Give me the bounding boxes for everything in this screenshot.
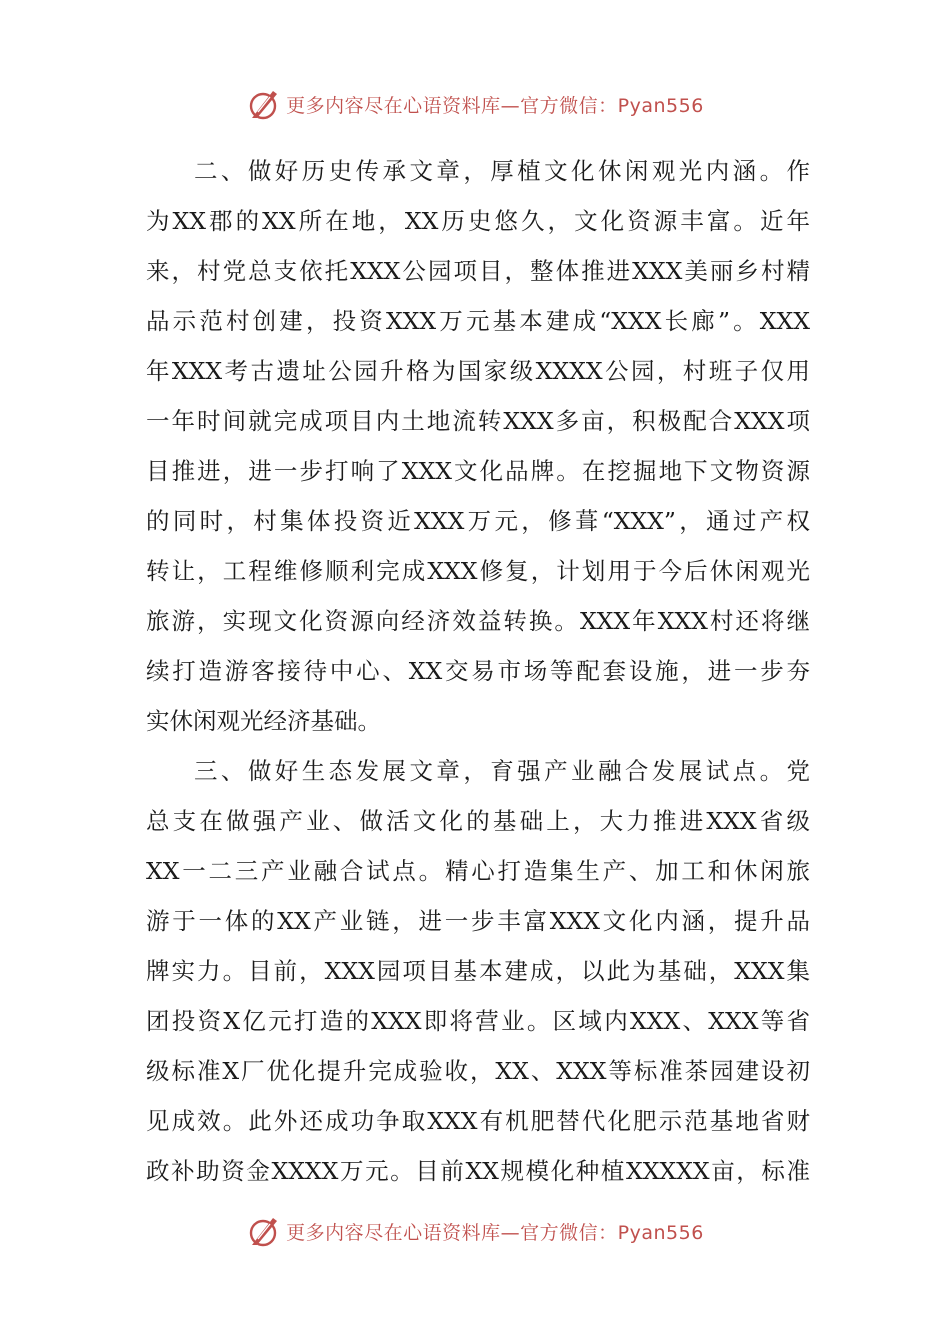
text-line: 转让，工程维修顺利完成XXX修复，计划用于今后休闲观光 [146,557,810,585]
text-line: 的同时，村集体投资近XXX万元，修葺“XXX”，通过产权 [146,507,810,535]
text-line: 旅游，实现文化资源向经济效益转换。XXX年XXX村还将继 [146,607,810,635]
text-line: 实休闲观光经济基础。 [146,707,381,735]
footer-banner [0,1211,950,1251]
text-line: 政补助资金XXXX万元。目前XX规模化种植XXXXX亩，标准 [146,1157,810,1185]
text-line: 一年时间就完成项目内土地流转XXX多亩，积极配合XXX项 [146,407,810,435]
text-line: 团投资X亿元打造的XXX即将营业。区域内XXX、XXX等省 [146,1007,810,1035]
text-line: 级标准X厂优化提升完成验收，XX、XXX等标准茶园建设初 [146,1057,810,1085]
footer-banner-text: 更多内容尽在心语资料库—官方微信：Pyan556 [286,1221,704,1244]
text-line: 游于一体的XX产业链，进一步丰富XXX文化内涵，提升品 [146,907,810,935]
header-banner [0,84,950,124]
text-line: 二、做好历史传承文章，厚植文化休闲观光内涵。作 [194,157,810,185]
text-line: XX一二三产业融合试点。精心打造集生产、加工和休闲旅 [146,857,810,885]
text-line: 年XXX考古遗址公园升格为国家级XXXX公园，村班子仅用 [146,357,810,385]
text-line: 来，村党总支依托XXX公园项目，整体推进XXX美丽乡村精 [146,257,810,285]
document-body [146,146,810,1196]
text-line: 目推进，进一步打响了XXX文化品牌。在挖掘地下文物资源 [146,457,810,485]
text-line: 为XX郡的XX所在地，XX历史悠久，文化资源丰富。近年 [146,207,810,235]
text-line: 三、做好生态发展文章，育强产业融合发展试点。党 [194,757,810,785]
text-line: 续打造游客接待中心、XX交易市场等配套设施，进一步夯 [146,657,810,685]
text-line: 总支在做强产业、做活文化的基础上，大力推进XXX省级 [146,807,810,835]
text-line: 牌实力。目前，XXX园项目基本建成，以此为基础，XXX集 [146,957,810,985]
header-banner-text: 更多内容尽在心语资料库—官方微信：Pyan556 [286,94,704,117]
quill-pen-circle-icon [246,1213,282,1249]
text-line: 见成效。此外还成功争取XXX有机肥替代化肥示范基地省财 [146,1107,810,1135]
text-line: 品示范村创建，投资XXX万元基本建成“XXX长廊”。XXX [146,307,810,335]
quill-pen-circle-icon [246,86,282,122]
